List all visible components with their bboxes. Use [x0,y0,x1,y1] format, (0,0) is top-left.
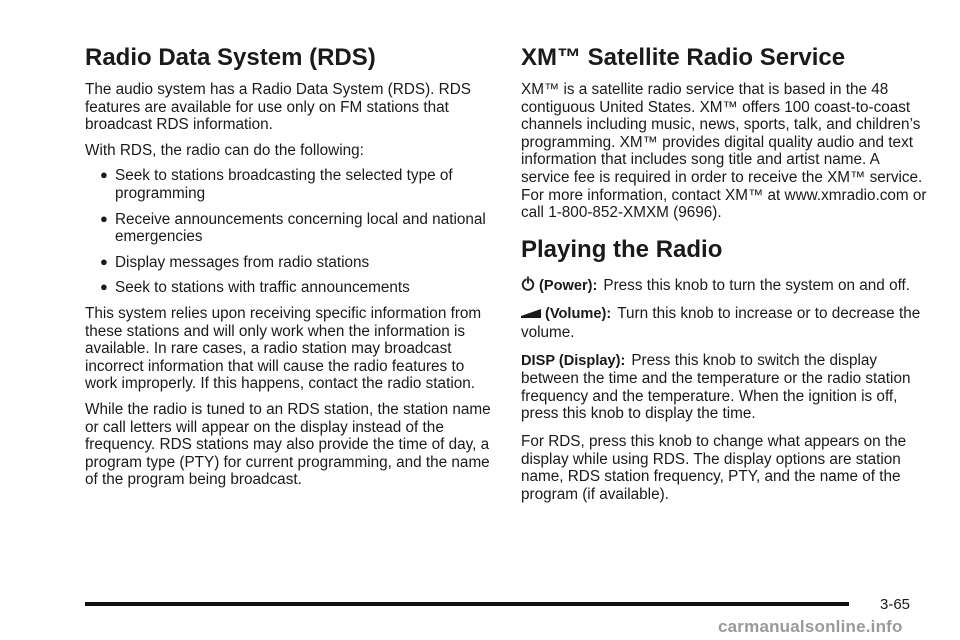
rds-heading: Radio Data System (RDS) [85,44,376,71]
list-item: ● Seek to stations with traffic announcements [100,279,410,297]
bullet-icon: ● [100,167,108,183]
volume-text: Turn this knob to increase or to decrease the volume. [521,305,921,341]
left-column [85,44,493,497]
power-knob-paragraph [521,276,929,296]
bullet-icon: ● [100,279,108,295]
power-icon [521,276,535,296]
volume-icon [521,306,541,324]
power-text: Press this knob to turn the system on and off. [603,276,911,294]
right-column [521,44,929,513]
power-label: (Power): [539,277,598,294]
volume-knob-paragraph [521,305,929,341]
rds-reliability-paragraph: This system relies upon receiving specific information from these stations and will only work when the information is available. In rare cases, a radio station may broadcast incorrect information that will cause the radio features to work improperly. If this happens, contact the radio station. [85,304,482,393]
rds-display-paragraph: For RDS, press this knob to change what appears on the display while using RDS. The display options are station name, RDS station frequency, PTY, and the name of the program (if available). [521,432,907,503]
footer-rule [85,602,849,606]
rds-feature-list [85,167,493,297]
watermark: carmanualsonline.info [718,617,903,636]
list-item: ● Receive announcements concerning local and national emergencies [100,210,486,246]
rds-lead-in: With RDS, the radio can do the following: [85,141,364,159]
list-item: ● Display messages from radio stations [100,253,370,271]
xm-paragraph: XM™ is a satellite radio service that is based in the 48 contiguous United States. XM™ offers 100 coast-to-coast channels including music, news, sports, talk, and children’s programming. XM™ provides digital quality audio and text information that includes song title and artist name. A service fee is required in order to receive the XM™ service. For more information, contact XM™ at www.xmradio.com or call 1-800-852-XMXM (9696). [521,81,927,222]
volume-label: (Volume): [545,306,612,323]
page-number: 3-65 [880,596,911,613]
list-item: ● Seek to stations broadcasting the selected type of programming [100,167,453,202]
rds-station-paragraph: While the radio is tuned to an RDS station, the station name or call letters will appear on the display instead of the frequency. RDS stations may also provide the time of day, a program type (PTY) for current programming, and the name of the program being broadcast. [85,400,491,489]
disp-text: Press this knob to switch the display between the time and the temperature or the radio station frequency and the temperature. When the ignition is off, press this knob to display the time. [521,351,911,423]
xm-heading: XM™ Satellite Radio Service [521,44,846,71]
disp-label: DISP (Display): [521,352,626,369]
disp-knob-paragraph [521,352,929,423]
bullet-icon: ● [100,253,108,269]
bullet-icon: ● [100,210,108,226]
knob-descriptions [521,276,929,504]
rds-intro-paragraph: The audio system has a Radio Data System (RDS). RDS features are available for use only on FM stations that broadcast RDS information. [85,81,471,134]
playing-radio-heading: Playing the Radio [521,235,723,263]
